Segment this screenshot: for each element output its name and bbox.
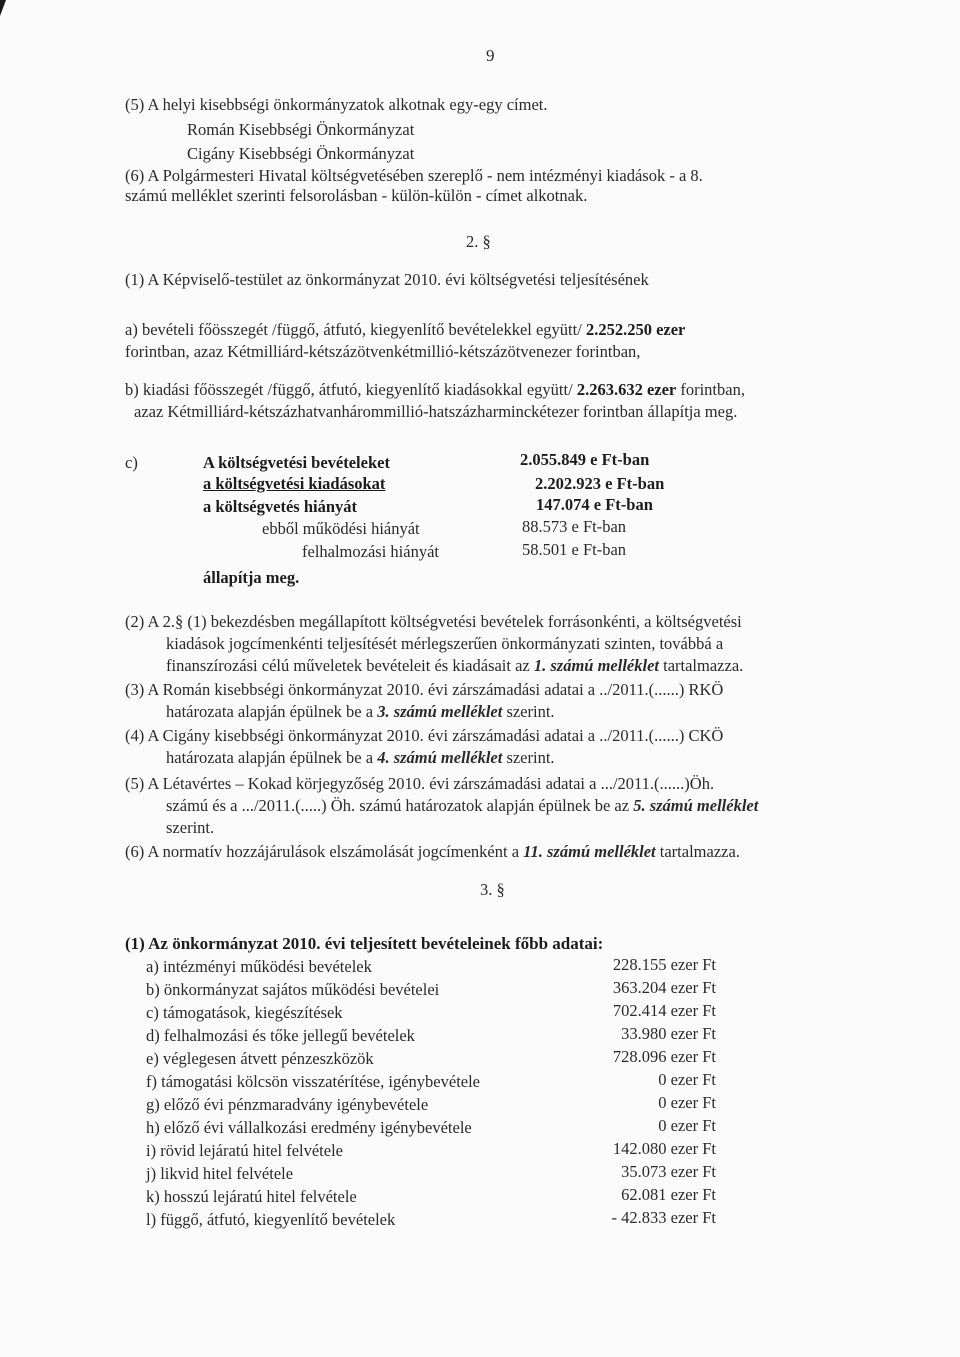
- s2-paragraph-4-line1: (4) A Cigány kisebbségi önkormányzat 2010. évi zárszámadási adatai a ../2011.(......) CKÖ: [125, 726, 724, 745]
- s2-item-b-text: b) kiadási főösszegét /függő, átfutó, kiegyenlítő kiadásokkal együtt/: [125, 380, 577, 399]
- s2-p6-text: (6) A normatív hozzájárulások elszámolását jogcímenként a: [125, 842, 524, 861]
- revenue-item-value: 0 ezer Ft: [658, 1070, 716, 1089]
- budget-deficit-value: 147.074 e Ft-ban: [536, 495, 653, 514]
- s2-paragraph-2-line3: [166, 656, 743, 676]
- s2-paragraph-6: [125, 842, 740, 862]
- revenue-item-label: i) rövid lejáratú hitel felvétele: [146, 1141, 343, 1160]
- revenue-item-value: 142.080 ezer Ft: [612, 1139, 716, 1158]
- revenue-item-label: c) támogatások, kiegészítések: [146, 1003, 343, 1022]
- roman-minority-label: Román Kisebbségi Önkormányzat: [187, 120, 415, 139]
- revenue-item-label: b) önkormányzat sajátos működési bevételei: [146, 980, 440, 999]
- budget-revenue-value: 2.055.849 e Ft-ban: [520, 450, 650, 469]
- investment-deficit-label: felhalmozási hiányát: [302, 542, 439, 561]
- s2-item-b-total: 2.263.632 ezer: [576, 380, 677, 399]
- budget-deficit-label: a költségvetés hiányát: [203, 497, 357, 516]
- annex-1-ref: 1. számú melléklet: [533, 656, 659, 675]
- page-number: 9: [486, 46, 495, 65]
- establishes-label: állapítja meg.: [203, 568, 300, 587]
- revenue-item-label: a) intézményi működési bevételek: [146, 957, 372, 976]
- s2-item-a-total: 2.252.250 ezer: [585, 320, 686, 339]
- s2-p2-text: finanszírozási célú műveletek bevételeit és kiadásait az: [166, 656, 534, 675]
- s2-paragraph-2-line1: (2) A 2.§ (1) bekezdésben megállapított költségvetési bevételek forrásonkénti, a költségvetési: [125, 612, 742, 631]
- s2-paragraph-3-line1: (3) A Román kisebbségi önkormányzat 2010. évi zárszámadási adatai a ../2011.(......) RKÖ: [125, 680, 724, 699]
- gypsy-minority-label: Cigány Kisebbségi Önkormányzat: [187, 144, 415, 163]
- revenue-item-label: f) támogatási kölcsön visszatérítése, igénybevétele: [146, 1072, 481, 1091]
- s2-p5-text: számú és a .../2011.(.....) Öh. számú határozatok alapján épülnek be az: [166, 796, 634, 815]
- s2-p2-tail: tartalmazza.: [659, 656, 744, 675]
- revenue-item-label: k) hosszú lejáratú hitel felvétele: [146, 1187, 357, 1206]
- annex-5-ref: 5. számú melléklet: [633, 796, 759, 815]
- budget-revenue-label: A költségvetési bevételeket: [203, 453, 390, 472]
- s2-paragraph-5-line2: [166, 796, 758, 816]
- investment-deficit-value: 58.501 e Ft-ban: [522, 540, 627, 559]
- s2-paragraph-1: (1) A Képviselő-testület az önkormányzat 2010. évi költségvetési teljesítésének: [125, 270, 649, 289]
- revenue-item-label: g) előző évi pénzmaradvány igénybevétele: [146, 1095, 429, 1114]
- revenue-item-value: 35.073 ezer Ft: [621, 1162, 716, 1181]
- revenue-summary-title: (1) Az önkormányzat 2010. évi teljesített bevételeinek főbb adatai:: [125, 934, 604, 953]
- revenue-item-label: l) függő, átfutó, kiegyenlítő bevételek: [146, 1210, 396, 1229]
- s2-item-b-tail: forintban,: [676, 380, 745, 399]
- scan-corner-mark: [0, 0, 6, 16]
- s2-p4-text: határozata alapján épülnek be a: [166, 748, 378, 767]
- s2-paragraph-5-line1: (5) A Létavértes – Kokad körjegyzőség 2010. évi zárszámadási adatai a .../2011.(......)Öh.: [125, 774, 715, 793]
- s2-item-a-line2: forintban, azaz Kétmilliárd-kétszázötvenkétmillió-kétszázötvenezer forintban,: [125, 342, 641, 361]
- revenue-item-label: h) előző évi vállalkozási eredmény igénybevétele: [146, 1118, 472, 1137]
- revenue-item-value: 0 ezer Ft: [658, 1093, 716, 1112]
- s2-item-b-line2: azaz Kétmilliárd-kétszázhatvanhárommillió-hatszázharminckétezer forintban állapítja meg.: [134, 402, 738, 421]
- s2-paragraph-3-line2: [166, 702, 555, 722]
- revenue-item-label: e) véglegesen átvett pénzeszközök: [146, 1049, 374, 1068]
- budget-expense-label: a költségvetési kiadásokat: [203, 474, 386, 493]
- operating-deficit-value: 88.573 e Ft-ban: [522, 517, 627, 536]
- s2-paragraph-5-line3: szerint.: [166, 818, 215, 837]
- revenue-item-label: j) likvid hitel felvétele: [146, 1164, 294, 1183]
- revenue-item-value: 728.096 ezer Ft: [612, 1047, 716, 1066]
- s2-p3-tail: szerint.: [502, 702, 555, 721]
- s2-p3-text: határozata alapján épülnek be a: [166, 702, 378, 721]
- revenue-item-value: 0 ezer Ft: [658, 1116, 716, 1135]
- s2-item-a-text: a) bevételi főösszegét /függő, átfutó, kiegyenlítő bevételekkel együtt/: [125, 320, 586, 339]
- annex-11-ref: 11. számú melléklet: [523, 842, 656, 861]
- paragraph-6-line1: (6) A Polgármesteri Hivatal költségvetésében szereplő - nem intézményi kiadások - a 8.: [125, 166, 703, 185]
- annex-3-ref: 3. számú melléklet: [377, 702, 503, 721]
- paragraph-6-line2: számú melléklet szerinti felsorolásban - külön-külön - címet alkotnak.: [125, 186, 588, 205]
- s2-paragraph-2-line2: kiadások jogcímenkénti teljesítését mérlegszerűen önkormányzati szinten, továbbá a: [166, 634, 724, 653]
- s2-p4-tail: szerint.: [502, 748, 555, 767]
- s2-p6-tail: tartalmazza.: [655, 842, 740, 861]
- revenue-item-value: 702.414 ezer Ft: [612, 1001, 716, 1020]
- revenue-item-value: - 42.833 ezer Ft: [611, 1208, 716, 1227]
- revenue-item-value: 33.980 ezer Ft: [621, 1024, 716, 1043]
- paragraph-5-text: (5) A helyi kisebbségi önkormányzatok alkotnak egy-egy címet.: [125, 95, 548, 114]
- annex-4-ref: 4. számú melléklet: [377, 748, 503, 767]
- operating-deficit-label: ebből működési hiányát: [262, 519, 420, 538]
- s2-item-a-line1: [125, 320, 685, 340]
- budget-expense-value: 2.202.923 e Ft-ban: [535, 474, 665, 493]
- revenue-item-value: 62.081 ezer Ft: [621, 1185, 716, 1204]
- s2-paragraph-4-line2: [166, 748, 555, 768]
- s2-item-c-label: c): [125, 453, 138, 472]
- budget-expense-row: [203, 474, 697, 494]
- revenue-item-value: 363.204 ezer Ft: [612, 978, 716, 997]
- section-3-heading: 3. §: [480, 880, 505, 899]
- revenue-item-label: d) felhalmozási és tőke jellegű bevételek: [146, 1026, 415, 1045]
- section-2-heading: 2. §: [466, 232, 491, 251]
- s2-item-b-line1: [125, 380, 745, 400]
- revenue-item-value: 228.155 ezer Ft: [612, 955, 716, 974]
